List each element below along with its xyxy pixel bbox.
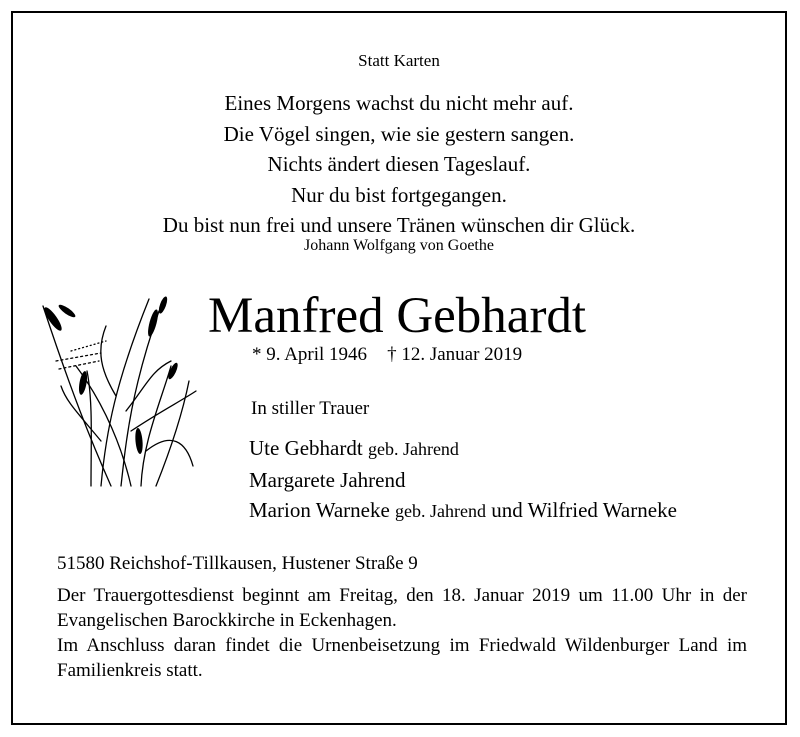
wheat-stalks-icon — [31, 291, 211, 491]
birth-date: * 9. April 1946 — [252, 344, 368, 365]
service-paragraph: Der Trauergottesdienst beginnt am Freitag, den 18. Januar 2019 um 11.00 Uhr in der Evangelischen Barockkirche in Eckenhagen. — [57, 585, 747, 631]
mourner-extra: und Wilfried Warneke — [491, 498, 677, 522]
poem-author: Johann Wolfgang von Goethe — [304, 237, 494, 254]
poem — [13, 88, 785, 241]
obituary-card — [11, 11, 787, 725]
poem-line: Die Vögel singen, wie sie gestern sangen. — [223, 121, 575, 146]
statt-karten-label: Statt Karten — [358, 51, 440, 70]
mourner-item — [249, 433, 677, 465]
mourner-item — [249, 465, 677, 496]
address: 51580 Reichshof-Tillkausen, Hustener Straße 9 — [57, 553, 418, 574]
mourner-note: geb. Jahrend — [367, 439, 459, 459]
service-info — [57, 583, 747, 683]
mourner-note: geb. Jahrend — [395, 501, 487, 521]
mourner-name: Marion Warneke — [249, 498, 390, 522]
poem-line: Nichts ändert diesen Tageslauf. — [267, 152, 531, 176]
poem-line: Nur du bist fortgegangen. — [291, 182, 507, 207]
mourner-item — [249, 495, 677, 527]
poem-line: Du bist nun frei und unsere Tränen wünschen dir Glück. — [162, 213, 636, 237]
mourner-name: Ute Gebhardt — [249, 436, 363, 460]
poem-line: Eines Morgens wachst du nicht mehr auf. — [224, 91, 574, 115]
mourning-intro: In stiller Trauer — [251, 398, 370, 419]
mourner-list — [249, 433, 677, 527]
mourner-name: Margarete Jahrend — [249, 467, 406, 492]
death-date: † 12. Januar 2019 — [387, 344, 523, 365]
deceased-name: Manfred Gebhardt — [208, 288, 587, 344]
life-dates — [252, 344, 522, 366]
burial-paragraph: Im Anschluss daran findet die Urnenbeisetzung im Friedwald Wildenburger Land im Familienkreis statt. — [57, 635, 747, 681]
